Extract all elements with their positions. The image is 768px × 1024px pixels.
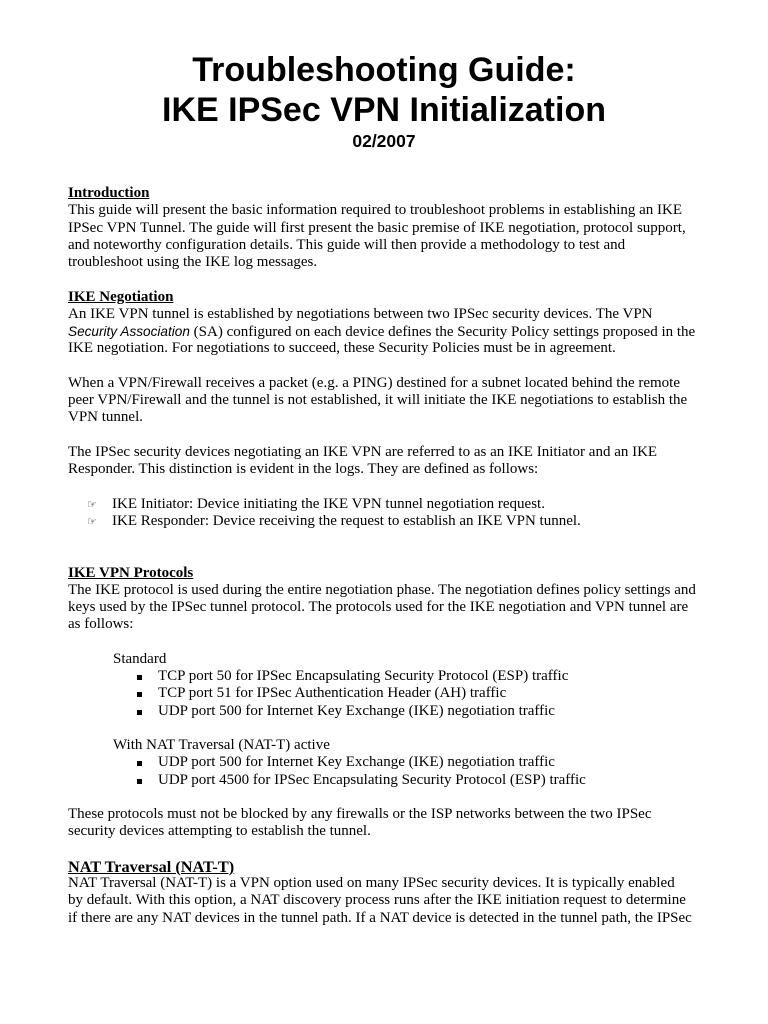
square-bullet-icon bbox=[137, 710, 142, 715]
list-item-text: IKE Responder: Device receiving the request to establish an IKE VPN tunnel. bbox=[112, 512, 581, 529]
pointing-hand-icon bbox=[87, 513, 97, 530]
paragraph-line: keys used by the IPSec tunnel protocol. The protocols used for the IKE negotiation and VPN tunnel are bbox=[68, 599, 689, 616]
security-association-term: Security Association bbox=[68, 324, 190, 339]
introduction-heading: Introduction bbox=[68, 185, 150, 201]
document-header bbox=[0, 50, 768, 152]
list-item bbox=[68, 754, 700, 771]
paragraph-line: These protocols must not be blocked by any firewalls or the ISP networks between the two IPSec bbox=[68, 806, 652, 823]
standard-label: Standard bbox=[113, 650, 167, 667]
document-date: 02/2007 bbox=[352, 131, 416, 151]
list-item-text: UDP port 500 for Internet Key Exchange (IKE) negotiation traffic bbox=[158, 702, 555, 719]
square-bullet-icon bbox=[137, 779, 142, 784]
paragraph-line-text: (SA) configured on each device defines the Security Policy settings proposed in the bbox=[189, 324, 696, 340]
paragraph-line: When a VPN/Firewall receives a packet (e.g. a PING) destined for a subnet located behind the remote bbox=[68, 374, 681, 391]
square-bullet-icon bbox=[137, 675, 142, 680]
list-item bbox=[68, 496, 700, 513]
paragraph-line bbox=[68, 323, 700, 340]
ike-negotiation-section bbox=[68, 289, 700, 531]
paragraph-line: NAT Traversal (NAT-T) is a VPN option used on many IPSec security devices. It is typically enabled bbox=[68, 875, 675, 892]
list-item bbox=[68, 513, 700, 530]
ike-vpn-protocols-heading: IKE VPN Protocols bbox=[68, 564, 194, 581]
paragraph-line: security devices attempting to establish the tunnel. bbox=[68, 823, 371, 840]
list-item-text: TCP port 50 for IPSec Encapsulating Security Protocol (ESP) traffic bbox=[158, 668, 569, 685]
paragraph-line: VPN tunnel. bbox=[68, 409, 143, 426]
paragraph-line: as follows: bbox=[68, 616, 134, 633]
paragraph-line: IPSec VPN Tunnel. The guide will first present the basic premise of IKE negotiation, protocol support, bbox=[68, 219, 686, 236]
list-item bbox=[68, 703, 700, 720]
list-item-text: UDP port 500 for Internet Key Exchange (IKE) negotiation traffic bbox=[158, 754, 555, 771]
list-item bbox=[68, 685, 700, 702]
ike-vpn-protocols-section bbox=[68, 565, 700, 841]
document-body bbox=[68, 185, 700, 927]
paragraph-line: The IPSec security devices negotiating an IKE VPN are referred to as an IKE Initiator and an IKE bbox=[68, 443, 658, 460]
introduction-section bbox=[68, 185, 700, 271]
document-title-line-2: IKE IPSec VPN Initialization bbox=[162, 91, 606, 129]
paragraph-line: troubleshoot using the IKE log messages. bbox=[68, 254, 318, 270]
list-item-text: TCP port 51 for IPSec Authentication Header (AH) traffic bbox=[158, 685, 507, 702]
paragraph-line: and noteworthy configuration details. This guide will then provide a methodology to test and bbox=[68, 236, 626, 253]
list-item-text: IKE Initiator: Device initiating the IKE VPN tunnel negotiation request. bbox=[112, 495, 545, 512]
list-item bbox=[68, 668, 700, 685]
paragraph-line: This guide will present the basic information required to troubleshoot problems in establishing an IKE bbox=[68, 202, 683, 219]
list-item-text: UDP port 4500 for IPSec Encapsulating Security Protocol (ESP) traffic bbox=[158, 771, 586, 788]
nat-t-active-label: With NAT Traversal (NAT-T) active bbox=[113, 737, 330, 754]
paragraph-line: An IKE VPN tunnel is established by negotiations between two IPSec security devices. The VPN bbox=[68, 305, 653, 322]
pointing-hand-icon bbox=[87, 496, 97, 513]
paragraph-line: Responder. This distinction is evident in the logs. They are defined as follows: bbox=[68, 461, 539, 477]
paragraph-line: IKE negotiation. For negotiations to succeed, these Security Policies must be in agreement. bbox=[68, 340, 616, 357]
list-item bbox=[68, 772, 700, 789]
document-title-line-1: Troubleshooting Guide: bbox=[192, 51, 576, 89]
ike-negotiation-heading: IKE Negotiation bbox=[68, 288, 174, 305]
square-bullet-icon bbox=[137, 692, 142, 697]
nat-traversal-heading: NAT Traversal (NAT-T) bbox=[68, 856, 235, 876]
paragraph-line: The IKE protocol is used during the entire negotiation phase. The negotiation defines policy settings and bbox=[68, 581, 696, 598]
nat-traversal-section bbox=[68, 858, 700, 927]
square-bullet-icon bbox=[137, 761, 142, 766]
paragraph-line: by default. With this option, a NAT discovery process runs after the IKE initiation request to determine bbox=[68, 892, 686, 909]
paragraph-line: if there are any NAT devices in the tunnel path. If a NAT device is detected in the tunnel path, the IPSec bbox=[68, 909, 692, 926]
paragraph-line: peer VPN/Firewall and the tunnel is not established, it will initiate the IKE negotiations to establish the bbox=[68, 392, 688, 408]
